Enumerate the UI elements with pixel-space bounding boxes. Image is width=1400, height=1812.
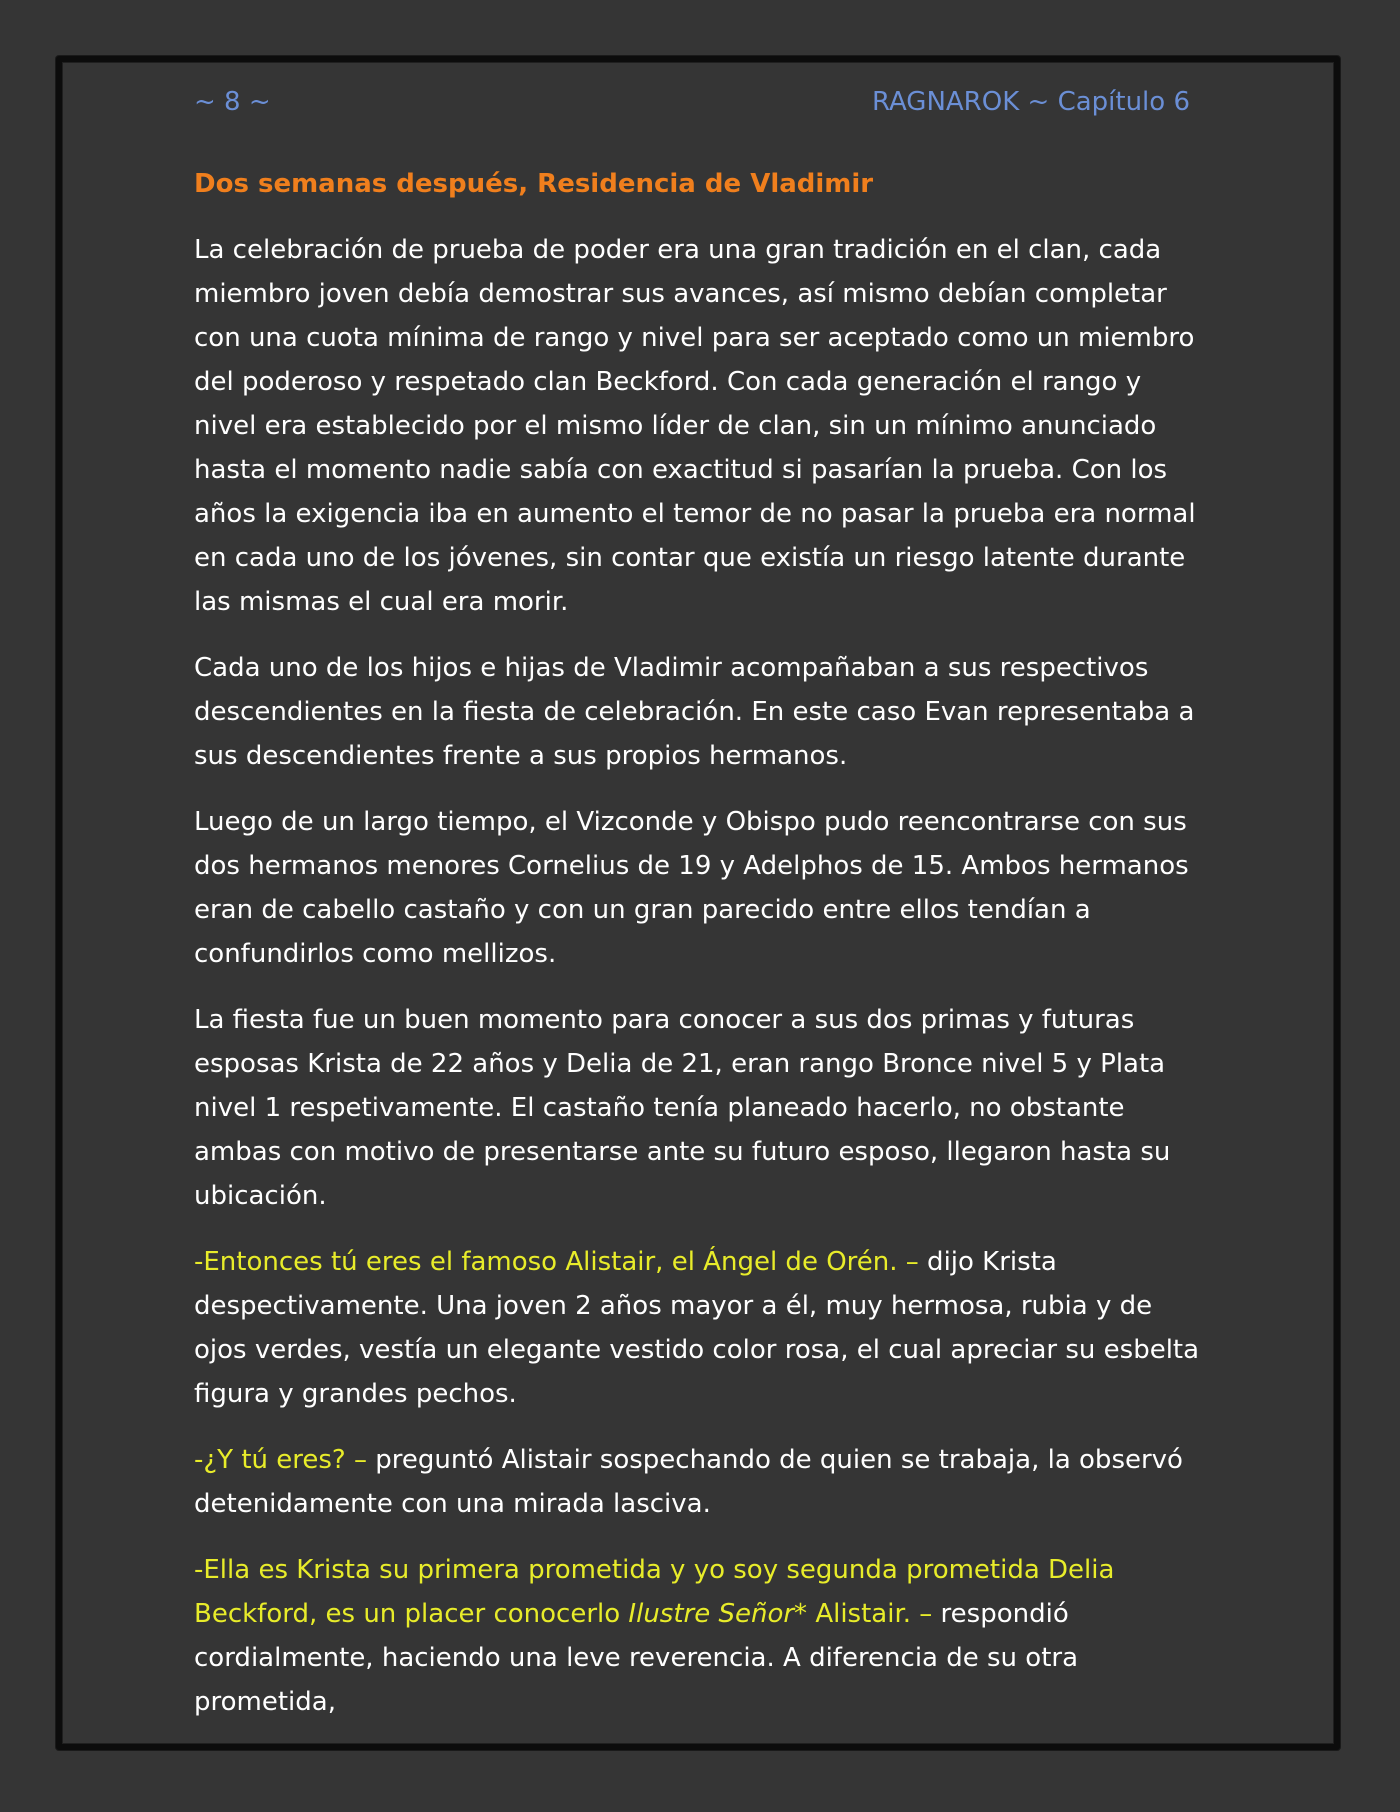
dialog-line: -¿Y tú eres? – xyxy=(194,1445,367,1475)
narration-text: dijo Krista despectivamente. Una joven 2 años mayor a él, muy hermosa, rubia y de ojos verdes, vestía un elegante vestido color rosa, el cual apreciar su esbelta figura y grandes pechos. xyxy=(194,1247,1200,1409)
dialog-text-end: Alistair. – xyxy=(807,1599,933,1629)
dialog-text: -Ella es Krista su primera prometida y yo soy segunda prometida Delia Beckford, es un placer conocerlo xyxy=(194,1555,1115,1629)
narration-text: respondió cordialmente, haciendo una leve reverencia. A diferencia de su otra prometida, xyxy=(194,1599,1079,1717)
paragraph-text: Cada uno de los hijos e hijas de Vladimir acompañaban a sus respectivos descendientes en la fiesta de celebración. En este caso Evan representaba a sus descendientes frente a sus propios hermanos. xyxy=(194,653,1195,771)
dialog-paragraph-krista xyxy=(194,1240,1204,1416)
book-chapter-title: RAGNAROK ~ Capítulo 6 xyxy=(871,87,1190,117)
paragraph-text: La celebración de prueba de poder era una gran tradición en el clan, cada miembro joven debía demostrar sus avances, así mismo debían completar con una cuota mínima de rango y nivel para ser aceptado como un miembro del poderoso y respetado clan Beckford. Con cada generación el rango y nivel era establecido por el mismo líder de clan, sin un mínimo anunciado hasta el momento nadie sabía con exactitud si pasarían la prueba. Con los años la exigencia iba en aumento el temor de no pasar la prueba era normal en cada uno de los jóvenes, sin contar que existía un riesgo latente durante las mismas el cual era morir. xyxy=(194,235,1196,617)
page-header xyxy=(194,82,1190,122)
paragraph-1 xyxy=(194,228,1204,624)
narration-text: preguntó Alistair sospechando de quien se trabaja, la observó detenidamente con una mirada lasciva. xyxy=(194,1445,1183,1519)
paragraph-3 xyxy=(194,800,1204,976)
paragraph-4 xyxy=(194,998,1204,1218)
dialog-italic-title: Ilustre Señor* xyxy=(628,1599,808,1629)
dialog-paragraph-delia xyxy=(194,1548,1204,1724)
section-title: Dos semanas después, Residencia de Vladimir xyxy=(194,169,874,199)
paragraph-2 xyxy=(194,646,1204,778)
chapter-content xyxy=(194,162,1204,1746)
paragraph-text: Luego de un largo tiempo, el Vizconde y Obispo pudo reencontrarse con sus dos hermanos menores Cornelius de 19 y Adelphos de 15. Ambos hermanos eran de cabello castaño y con un gran parecido entre ellos tendían a confundirlos como mellizos. xyxy=(194,807,1189,969)
dialog-line: -Entonces tú eres el famoso Alistair, el Ángel de Orén. – xyxy=(194,1247,919,1277)
page-number: ~ 8 ~ xyxy=(194,87,271,117)
paragraph-text: La fiesta fue un buen momento para conocer a sus dos primas y futuras esposas Krista de 22 años y Delia de 21, eran rango Bronce nivel 5 y Plata nivel 1 respetivamente. El castaño tenía planeado hacerlo, no obstante ambas con motivo de presentarse ante su futuro esposo, llegaron hasta su ubicación. xyxy=(194,1005,1171,1211)
dialog-paragraph-alistair xyxy=(194,1438,1204,1526)
